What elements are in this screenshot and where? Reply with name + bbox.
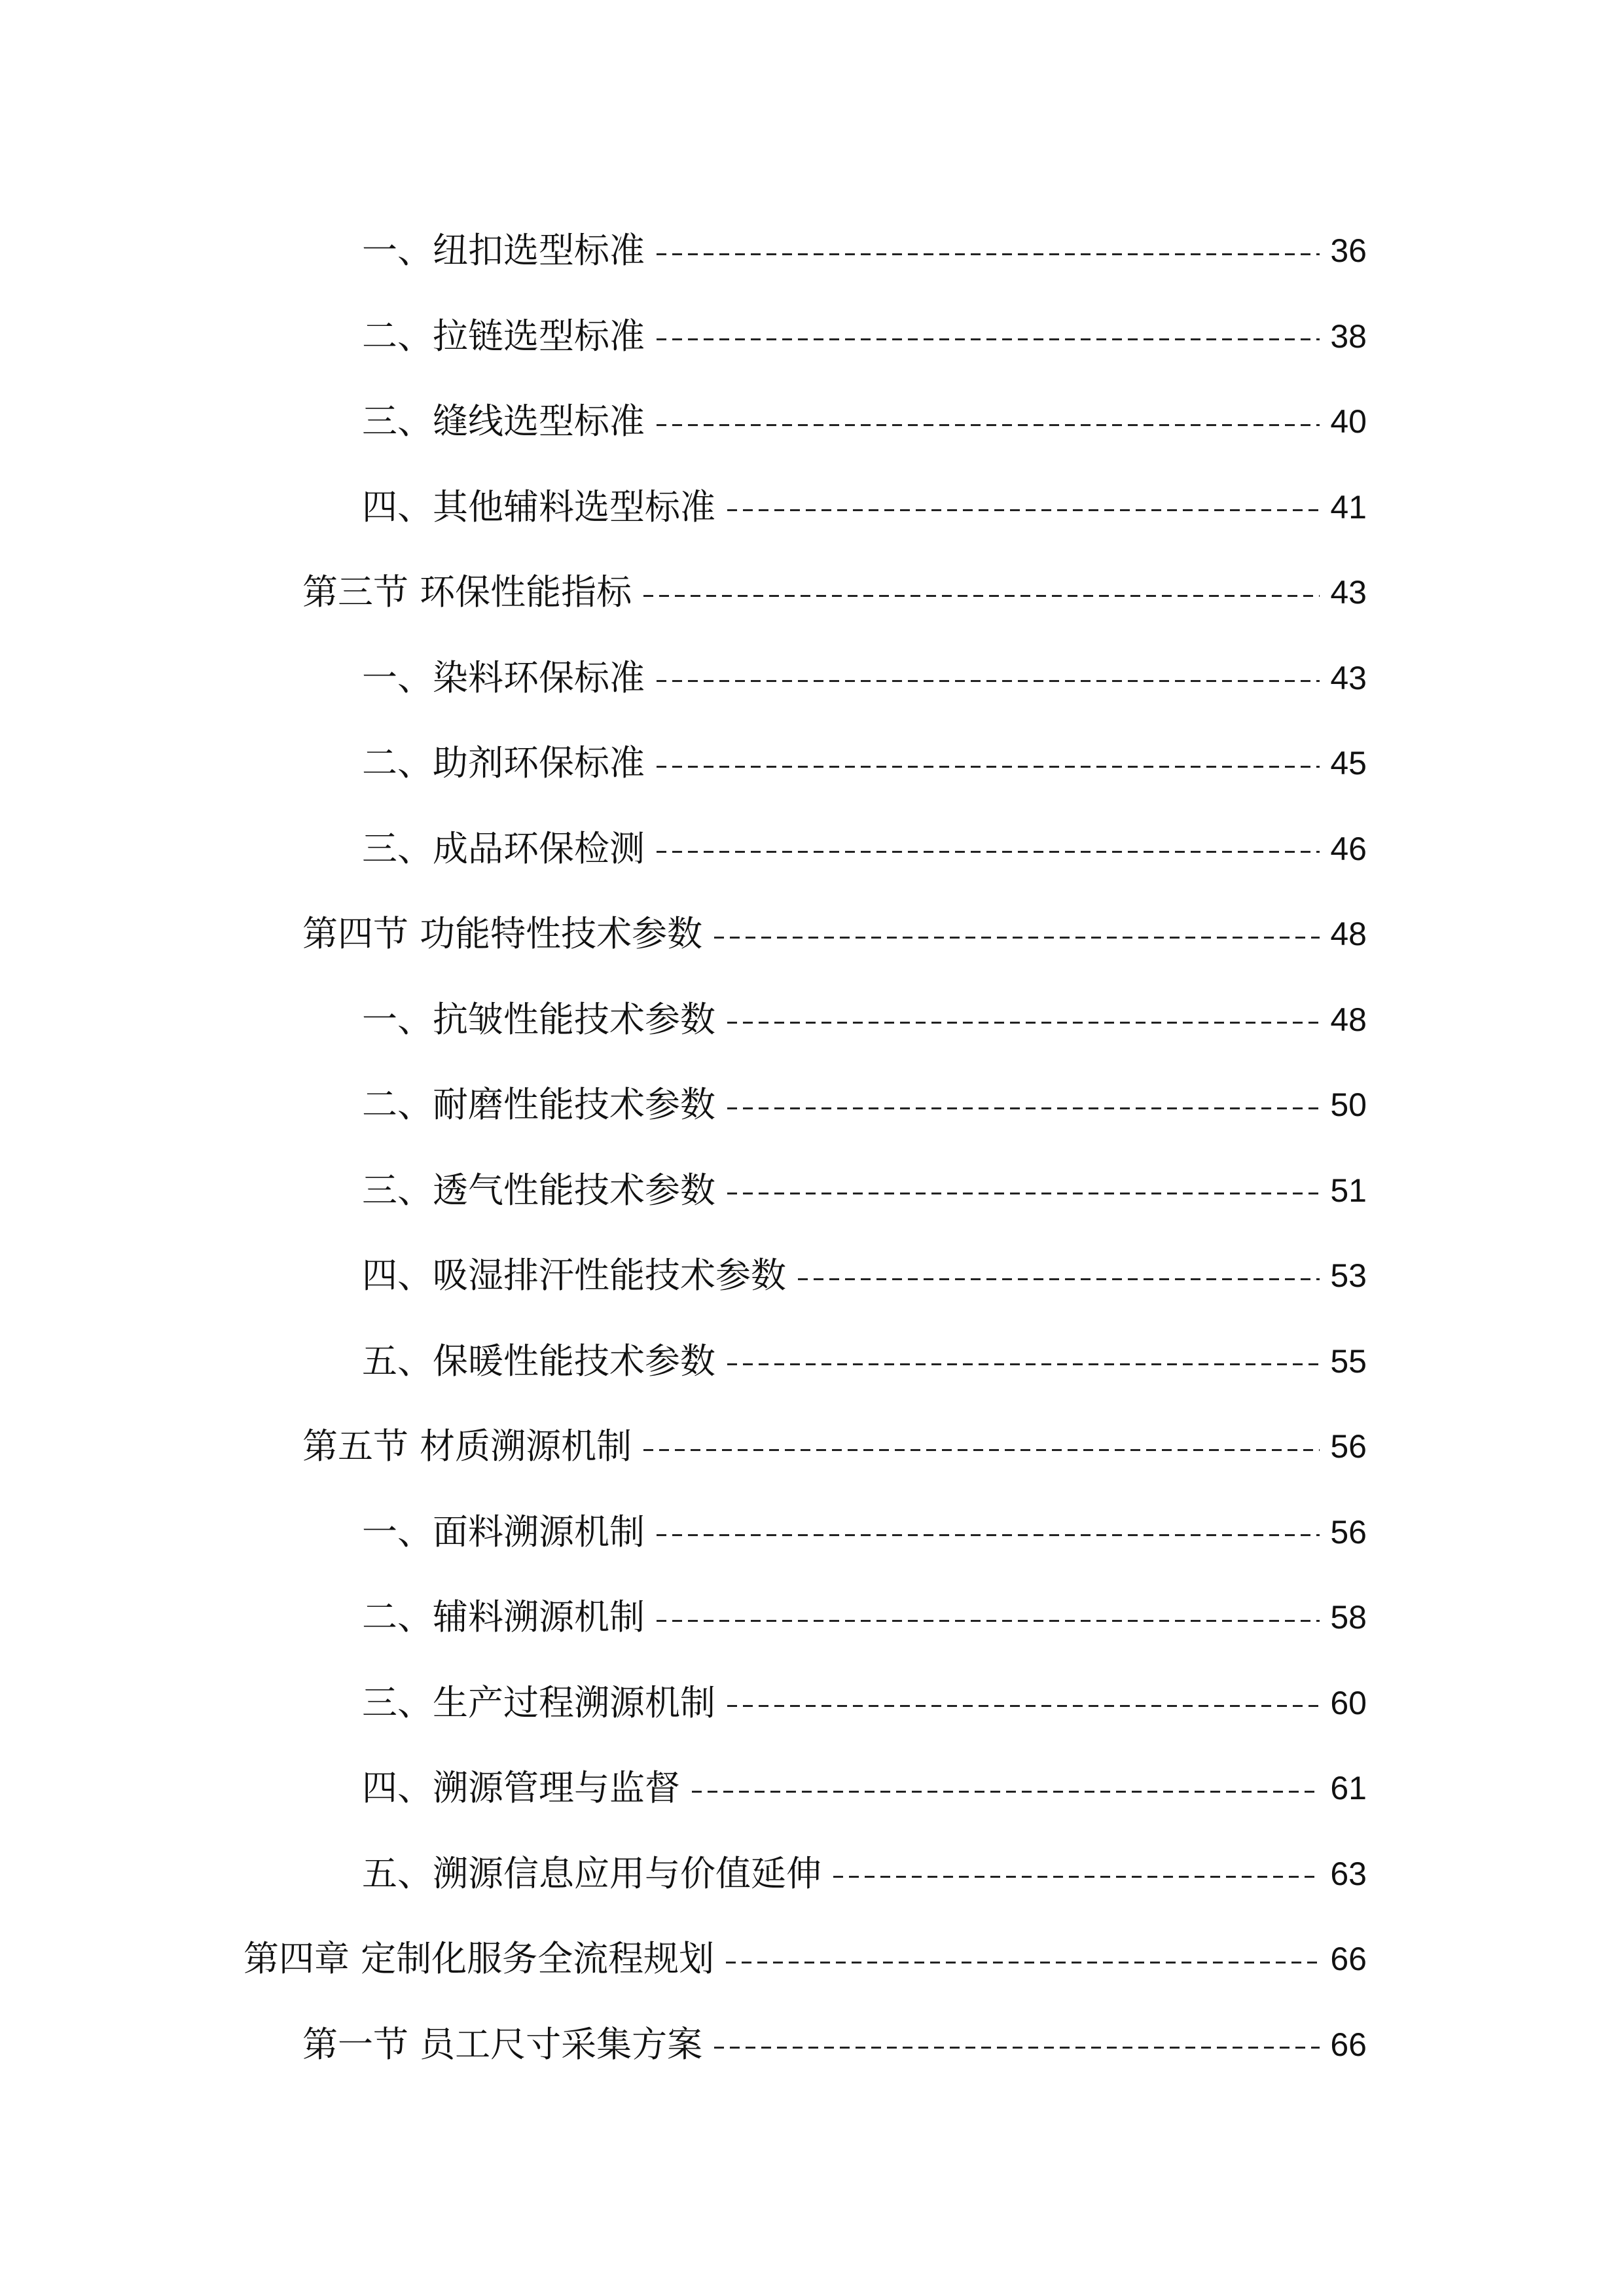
toc-entry-other-accessories[interactable] [0,465,1624,550]
toc-entry-title: 二、助剂环保标准 [362,742,645,784]
toc-entry-page: 55 [1330,1342,1367,1380]
toc-entry-section-3-environmental[interactable] [0,550,1624,636]
toc-entry-page: 45 [1330,745,1367,782]
toc-entry-title: 一、面料溯源机制 [362,1511,645,1552]
toc-entry-title: 四、吸湿排汗性能技术参数 [362,1255,786,1297]
dot-leader [657,680,1320,682]
toc-entry-title: 三、成品环保检测 [362,827,645,869]
toc-entry-title: 二、辅料溯源机制 [362,1596,645,1638]
toc-entry-page: 41 [1330,488,1367,526]
toc-entry-auxiliaries[interactable] [0,721,1624,806]
dot-leader [643,595,1320,597]
toc-entry-moisture-wicking[interactable] [0,1233,1624,1319]
dot-leader [727,509,1320,511]
toc-entry-page: 50 [1330,1086,1367,1124]
dot-leader [657,1534,1320,1536]
toc-entry-title: 五、溯源信息应用与价值延伸 [362,1852,821,1894]
toc-entry-chapter-4[interactable] [0,1916,1624,2002]
toc-entry-accessory-traceability[interactable] [0,1575,1624,1660]
toc-entry-page: 43 [1330,659,1367,696]
dot-leader [833,1876,1320,1878]
toc-entry-chapter-4-section-1[interactable] [0,2002,1624,2088]
dot-leader [714,937,1320,939]
toc-entry-page: 38 [1330,317,1367,355]
toc-entry-title: 三、缝线选型标准 [362,401,645,442]
toc-entry-page: 51 [1330,1172,1367,1209]
toc-entry-section-4-functional[interactable] [0,891,1624,977]
toc-entry-title: 一、抗皱性能技术参数 [362,998,715,1040]
dot-leader [726,1962,1320,1964]
toc-entry-warmth[interactable] [0,1319,1624,1405]
dot-leader [657,1620,1320,1622]
dot-leader [657,424,1320,426]
toc-entry-fabric-traceability[interactable] [0,1490,1624,1575]
toc-entry-title: 第三节 环保性能指标 [302,571,632,613]
toc-entry-title: 二、耐磨性能技术参数 [362,1084,715,1126]
toc-entry-page: 56 [1330,1428,1367,1465]
toc-entry-wrinkle-resistance[interactable] [0,977,1624,1063]
dot-leader [657,766,1320,768]
toc-entry-traceability-management[interactable] [0,1746,1624,1831]
toc-entry-title: 三、透气性能技术参数 [362,1169,715,1211]
toc-entry-title: 四、溯源管理与监督 [362,1767,680,1809]
toc-entry-page: 53 [1330,1257,1367,1295]
toc-entry-breathability[interactable] [0,1148,1624,1234]
dot-leader [727,1107,1320,1109]
toc-entry-title: 第五节 材质溯源机制 [302,1426,632,1467]
dot-leader [657,253,1320,255]
toc-entry-dyes[interactable] [0,636,1624,721]
dot-leader [727,1705,1320,1707]
toc-entry-abrasion-resistance[interactable] [0,1062,1624,1148]
toc-entry-page: 46 [1330,830,1367,867]
toc-entry-page: 66 [1330,2026,1367,2063]
toc-entry-page: 66 [1330,1941,1367,1978]
dot-leader [657,851,1320,853]
toc-entry-product-testing[interactable] [0,806,1624,892]
table-of-contents [0,208,1624,2087]
toc-entry-title: 一、纽扣选型标准 [362,230,645,272]
dot-leader [643,1449,1320,1451]
toc-entry-title: 三、生产过程溯源机制 [362,1681,715,1723]
toc-entry-buttons[interactable] [0,208,1624,294]
dot-leader [727,1193,1320,1194]
toc-entry-page: 60 [1330,1684,1367,1721]
toc-entry-page: 56 [1330,1513,1367,1551]
dot-leader [714,2047,1320,2049]
dot-leader [798,1278,1320,1280]
toc-entry-page: 48 [1330,1001,1367,1038]
dot-leader [727,1022,1320,1024]
toc-entry-traceability-value[interactable] [0,1831,1624,1917]
dot-leader [692,1791,1320,1793]
toc-entry-production-traceability[interactable] [0,1660,1624,1746]
toc-entry-page: 48 [1330,916,1367,953]
toc-entry-threads[interactable] [0,379,1624,465]
toc-entry-section-5-traceability[interactable] [0,1404,1624,1490]
toc-entry-title: 第四章 定制化服务全流程规划 [244,1938,715,1980]
toc-entry-page: 61 [1330,1770,1367,1807]
toc-entry-page: 36 [1330,232,1367,270]
toc-entry-page: 43 [1330,574,1367,611]
dot-leader [727,1363,1320,1365]
toc-entry-page: 63 [1330,1855,1367,1892]
toc-entry-page: 58 [1330,1599,1367,1636]
toc-entry-title: 二、拉链选型标准 [362,315,645,357]
toc-entry-title: 一、染料环保标准 [362,656,645,698]
toc-entry-title: 四、其他辅料选型标准 [362,486,715,528]
toc-entry-title: 第一节 员工尺寸采集方案 [302,2023,703,2065]
toc-entry-zippers[interactable] [0,294,1624,380]
toc-entry-title: 五、保暖性能技术参数 [362,1340,715,1382]
dot-leader [657,338,1320,340]
toc-entry-page: 40 [1330,403,1367,440]
toc-entry-title: 第四节 功能特性技术参数 [302,913,703,955]
